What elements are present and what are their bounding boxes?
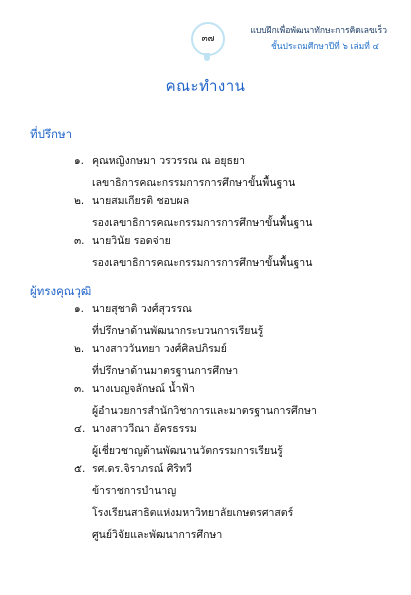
section-heading-experts: ผู้ทรงคุณวุฒิ <box>30 284 92 298</box>
member-name: นายสุชาติ วงศ์สุวรรณ <box>92 303 192 315</box>
member-name: นายสมเกียรติ ชอบผล <box>92 195 190 207</box>
item-number: ๒. <box>74 343 85 355</box>
member-name: คุณหญิงกษมา วรวรรณ ณ อยุธยา <box>92 155 245 167</box>
member-name: นายวินัย รอดจ่าย <box>92 235 171 247</box>
item-number: ๓. <box>74 383 85 395</box>
page-number: ๓๗ <box>201 34 215 44</box>
badge-tail-decoration <box>204 53 210 61</box>
member-role: รองเลขาธิการคณะกรรมการการศึกษาขั้นพื้นฐาน <box>92 257 313 269</box>
member-role: ศูนย์วิจัยและพัฒนาการศึกษา <box>92 529 223 541</box>
member-role: รองเลขาธิการคณะกรรมการการศึกษาขั้นพื้นฐาน <box>92 217 313 229</box>
section-heading-advisors: ที่ปรึกษา <box>30 127 73 141</box>
member-name: นางเบญจลักษณ์ น้ำฟ้า <box>92 383 195 395</box>
item-number: ๑. <box>74 303 85 315</box>
page-number-badge <box>191 22 225 56</box>
member-role: ที่ปรึกษาด้านมาตรฐานการศึกษา <box>92 365 239 377</box>
item-number: ๒. <box>74 195 85 207</box>
item-number: ๑. <box>74 155 85 167</box>
member-name: นางสาววีณา อัครธรรม <box>92 423 197 435</box>
member-name: รศ.ดร.จิราภรณ์ ศิริทวี <box>92 463 192 475</box>
item-number: ๕. <box>74 463 86 475</box>
member-role: ที่ปรึกษาด้านพัฒนากระบวนการเรียนรู้ <box>92 325 264 337</box>
member-role: เลขาธิการคณะกรรมการการศึกษาขั้นพื้นฐาน <box>92 177 296 189</box>
item-number: ๓. <box>74 235 85 247</box>
page-title: คณะทำงาน <box>165 77 246 95</box>
item-number: ๔. <box>74 423 86 435</box>
member-role: โรงเรียนสาธิตแห่งมหาวิทยาลัยเกษตรศาสตร์ <box>92 507 294 519</box>
member-role: ผู้อำนวยการสำนักวิชาการและมาตรฐานการศึกษา <box>92 405 317 417</box>
member-role: ผู้เชี่ยวชาญด้านพัฒนานวัตกรรมการเรียนรู้ <box>92 445 283 457</box>
member-name: นางสาววันทยา วงศ์ศิลปภิรมย์ <box>92 343 227 355</box>
book-subtitle: ชั้นประถมศึกษาปีที่ ๖ เล่มที่ ๔ <box>270 42 379 52</box>
book-title: แบบฝึกเพื่อพัฒนาทักษะการคิดเลขเร็ว <box>250 26 387 36</box>
member-role: ข้าราชการบำนาญ <box>92 485 177 497</box>
